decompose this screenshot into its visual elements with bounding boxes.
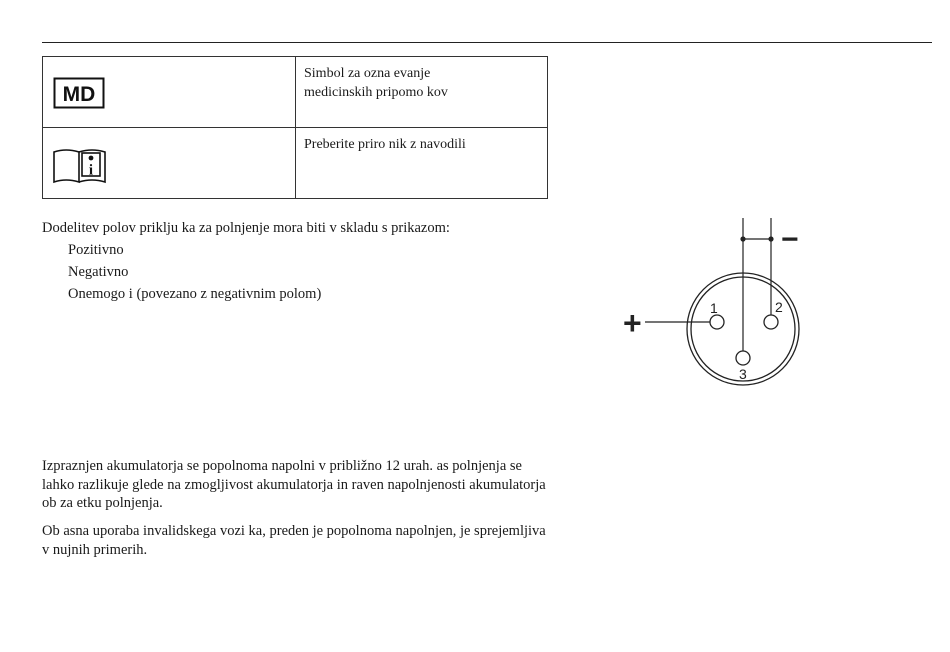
- manual-symbol-line1: Preberite priro nik z navodili: [304, 137, 466, 152]
- occasional-use-paragraph: Ob asna uporaba invalidskega vozi ka, preden je popolnoma napolnjen, je sprejemljiva v nujnih primerih.: [42, 523, 546, 558]
- pin-assignment-intro: Dodelitev polov priklju ka za polnjenje mora biti v skladu s prikazom:: [42, 220, 450, 236]
- header-rule: [42, 42, 932, 43]
- junction-dot: [768, 236, 773, 241]
- pin-item-negative: Negativno: [68, 264, 129, 280]
- pin-2-label: 2: [775, 299, 783, 315]
- md-symbol-line2: medicinskih pripomo kov: [304, 85, 448, 100]
- symbols-table: [42, 56, 548, 199]
- table-row: [43, 57, 548, 128]
- pin-list: [68, 239, 321, 305]
- junction-dot: [740, 236, 745, 241]
- charging-time-paragraph: Izpraznjen akumulatorja se popolnoma napolni v približno 12 urah. as polnjenja se lahko razlikuje glede na zmogljivost akumulatorja in raven napolnjenosti akumulatorja ob za etku polnjenja.: [42, 458, 546, 511]
- pin-item-positive: Pozitivno: [68, 242, 124, 258]
- manual-symbol-description: [296, 128, 548, 199]
- pin-1-label: 1: [710, 300, 718, 316]
- md-icon-text: MD: [62, 83, 96, 106]
- pin-3-label: 3: [739, 366, 747, 382]
- md-symbol-line1: Simbol za ozna evanje: [304, 66, 431, 81]
- pin-item-disabled: Onemogo i (povezano z negativnim polom): [68, 286, 322, 302]
- minus-sign: −: [781, 223, 799, 256]
- md-symbol-icon: [53, 77, 105, 109]
- manual-symbol-cell: [43, 128, 296, 199]
- md-symbol-description: [296, 57, 548, 128]
- pin-2: [764, 315, 778, 329]
- manual-info-icon: [52, 146, 108, 184]
- charger-socket-diagram: [615, 210, 815, 390]
- plus-sign: +: [623, 305, 642, 341]
- table-row: [43, 128, 548, 199]
- info-icon-text: i: [88, 162, 94, 179]
- md-symbol-cell: [43, 57, 296, 128]
- pin-3: [736, 351, 750, 365]
- pin-1: [710, 315, 724, 329]
